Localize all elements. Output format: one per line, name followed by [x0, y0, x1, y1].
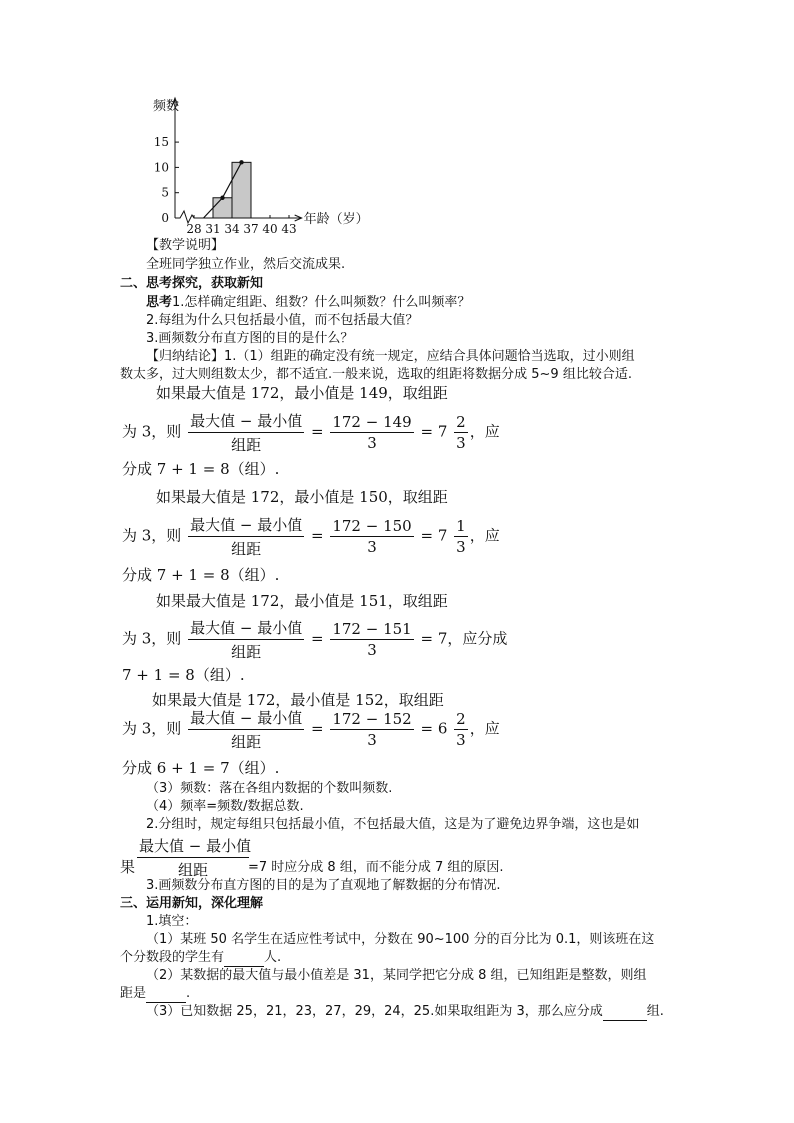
fill-3: （3）已知数据 25，21，23，27，29，24，25.如果取组距为 3，那么应分成 组.	[146, 1004, 664, 1019]
example-3-line-3: 7 + 1 = 8（组）.	[122, 666, 245, 684]
fill-2-blank[interactable]	[146, 986, 186, 1003]
histogram-bar	[232, 162, 251, 218]
example-3-formula: 为 3，则 $\frac{\text{最大值 − 最小值}}{\text{组距}}$ = $\frac{172 - 151}{3}$ = 7，应分成	[122, 619, 508, 661]
fill-3-blank[interactable]	[603, 1004, 647, 1021]
conclusion-2-line-1: 2.分组时，规定每组只包括最小值，不包括最大值，这是为了避免边界争端，这也是如	[146, 817, 640, 832]
question-1-prefix: 思考	[146, 295, 173, 310]
x-tick-label: 37	[243, 222, 259, 236]
example-4-fraction: $\frac{\text{最大值 − 最小值}}{\text{组距}}$	[190, 709, 303, 751]
fill-2-line-2: 距是 .	[120, 986, 191, 1001]
example-2-fraction-2: $\frac{172 - 150}{3}$	[332, 517, 412, 556]
question-2: 2.每组为什么只包括最小值，而不包括最大值？	[146, 313, 419, 328]
question-1	[146, 295, 470, 311]
example-1-pre: 为 3，则	[122, 422, 182, 441]
example-3-fraction: $\frac{\text{最大值 − 最小值}}{\text{组距}}$	[190, 619, 303, 661]
x-tick-label: 34	[224, 222, 240, 236]
question-3: 3.画频数分布直方图的目的是什么？	[146, 331, 354, 346]
x-tick-label: 40	[262, 222, 278, 236]
y-axis-label: 频数	[153, 99, 180, 114]
example-2-line-3: 分成 7 + 1 = 8（组）.	[122, 566, 280, 584]
x-tick-label: 28	[186, 222, 202, 236]
fill-2-line-1: （2）某数据的最大值与最小值差是 31，某同学把它分成 8 组，已知组距是整数，则组	[146, 968, 647, 983]
conclusion-line-2: 数太多，过大则组数太少，都不适宜.一般来说，选取的组距将数据分成 5~9 组比较合适.	[120, 367, 632, 382]
conclusion-2-tail: =7 时应分成 8 组，而不能分成 7 组的原因.	[248, 860, 504, 875]
fill-1-blank[interactable]	[224, 950, 264, 967]
conclusion-line-1: 【归纳结论】1.（1）组距的确定没有统一规定，应结合具体问题恰当选取，过小则组	[146, 349, 635, 364]
example-4-line-1: 如果最大值是 172，最小值是 152，取组距	[152, 691, 444, 709]
example-1-line-1: 如果最大值是 172，最小值是 149，取组距	[156, 384, 448, 402]
example-1-line-3: 分成 7 + 1 = 8（组）.	[122, 460, 280, 478]
y-tick-label: 10	[153, 160, 169, 175]
example-1-fraction-2: $\frac{172 - 149}{3}$	[332, 413, 412, 452]
example-4-line-3: 分成 6 + 1 = 7（组）.	[122, 759, 280, 777]
fill-1-line-2: 个分数段的学生有 人.	[120, 950, 282, 965]
example-4-mixed-fraction: $\frac{2}{3}$	[456, 710, 466, 749]
teach-note-title: 【教学说明】	[146, 238, 225, 253]
teach-note-text: 全班同学独立作业，然后交流成果.	[146, 257, 346, 272]
example-1-fraction: $\frac{\text{最大值 − 最小值}}{\text{组距}}$	[190, 412, 303, 454]
y-tick-label: 5	[161, 185, 169, 200]
example-1-formula: 为 3，则 $\frac{\text{最大值 − 最小值}}{\text{组距}}$ = $\frac{172 - 149}{3}$ = 7 $\frac{2}{3}$ ，应	[122, 412, 500, 454]
section-2-title: 二、思考探究，获取新知	[120, 276, 264, 291]
example-3-line-1: 如果最大值是 172，最小值是 151，取组距	[156, 592, 448, 610]
x-axis-label: 年龄（岁）	[303, 212, 369, 227]
conclusion-frequency-rate: （4）频率=频数/数据总数.	[146, 799, 304, 814]
x-tick-label: 31	[205, 222, 221, 236]
conclusion-frequency: （3）频数：落在各组内数据的个数叫频数.	[146, 781, 393, 796]
section-3-title: 三、运用新知，深化理解	[120, 896, 264, 911]
example-3-fraction-2: $\frac{172 - 151}{3}$	[332, 620, 412, 659]
polyline-point	[239, 160, 243, 164]
x-tick-label: 43	[281, 222, 297, 236]
fill-1-line-1: （1）某班 50 名学生在适应性考试中，分数在 90~100 分的百分比为 0.1，则该班在这	[146, 932, 655, 947]
example-2-line-1: 如果最大值是 172，最小值是 150，取组距	[156, 488, 448, 506]
question-1-text: 1.怎样确定组距、组数？什么叫频数？什么叫频率？	[172, 295, 471, 310]
example-1-mixed-fraction: $\frac{2}{3}$	[456, 413, 466, 452]
fill-title: 1.填空：	[146, 914, 198, 929]
y-tick-label: 15	[153, 135, 169, 150]
conclusion-3: 3.画频数分布直方图的目的是为了直观地了解数据的分布情况.	[146, 878, 501, 893]
frequency-histogram	[140, 90, 400, 240]
polyline-point	[220, 196, 224, 200]
y-tick-label: 0	[161, 211, 169, 225]
conclusion-2-pre: 果	[120, 858, 136, 876]
conclusion-2-fraction: $\frac{\text{最大值 − 最小值}}{\text{组距}}$	[139, 837, 252, 879]
example-2-formula: 为 3，则 $\frac{\text{最大值 − 最小值}}{\text{组距}}$ = $\frac{172 - 150}{3}$ = 7 $\frac{1}{3}$ ，应	[122, 516, 500, 558]
example-4-fraction-2: $\frac{172 - 152}{3}$	[332, 710, 412, 749]
example-4-formula: 为 3，则 $\frac{\text{最大值 − 最小值}}{\text{组距}}$ = $\frac{172 - 152}{3}$ = 6 $\frac{2}{3}$ ，应	[122, 709, 500, 751]
histogram-bar	[213, 198, 232, 218]
example-2-fraction: $\frac{\text{最大值 − 最小值}}{\text{组距}}$	[190, 516, 303, 558]
example-2-mixed-fraction: $\frac{1}{3}$	[456, 517, 466, 556]
